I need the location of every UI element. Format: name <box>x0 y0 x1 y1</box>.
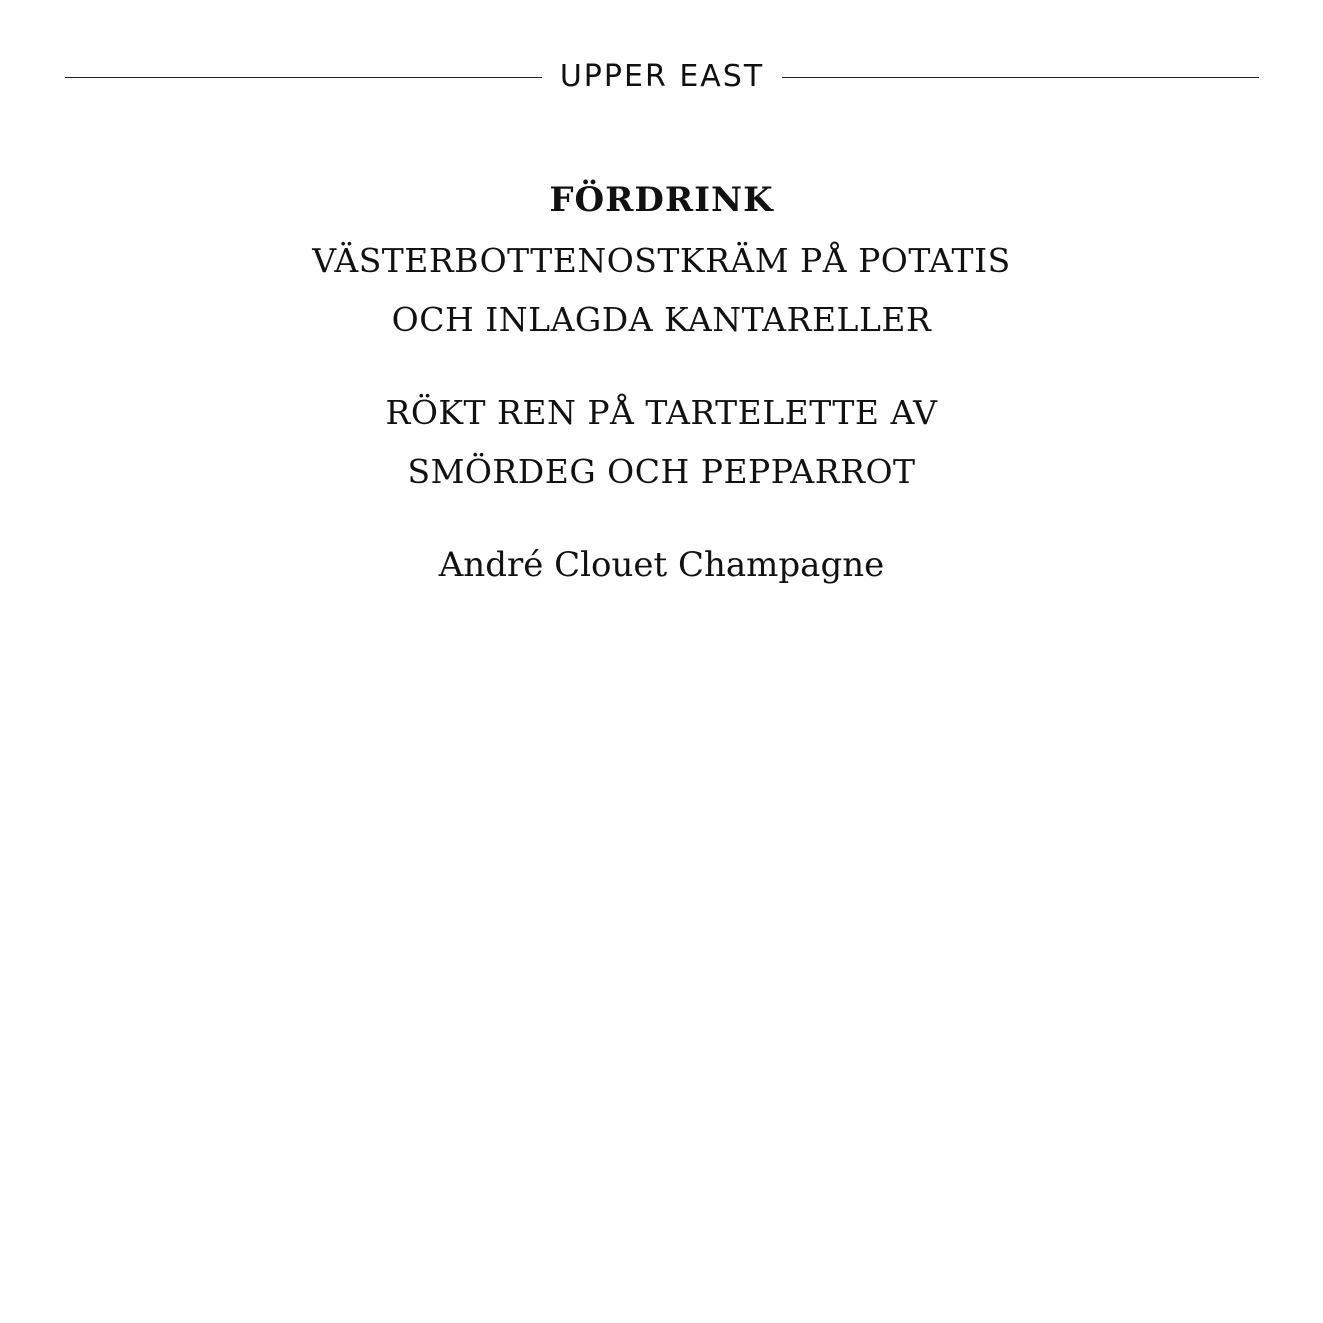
wine-pairing: André Clouet Champagne <box>438 545 885 585</box>
brand-name: UPPER EAST <box>559 59 765 94</box>
course-title: FÖRDRINK <box>549 180 774 220</box>
header <box>65 52 1259 102</box>
dish-item <box>0 383 1323 501</box>
dish-line: OCH INLAGDA KANTARELLER <box>391 300 932 339</box>
header-rule-right <box>782 77 1259 78</box>
dish-line: SMÖRDEG OCH PEPPARROT <box>407 452 916 491</box>
dish-line: RÖKT REN PÅ TARTELETTE AV <box>385 393 938 432</box>
menu-section <box>0 172 1323 595</box>
header-rule-left <box>65 77 542 78</box>
dish-line: VÄSTERBOTTENOSTKRÄM PÅ POTATIS <box>312 241 1011 280</box>
dish-item <box>0 231 1323 349</box>
